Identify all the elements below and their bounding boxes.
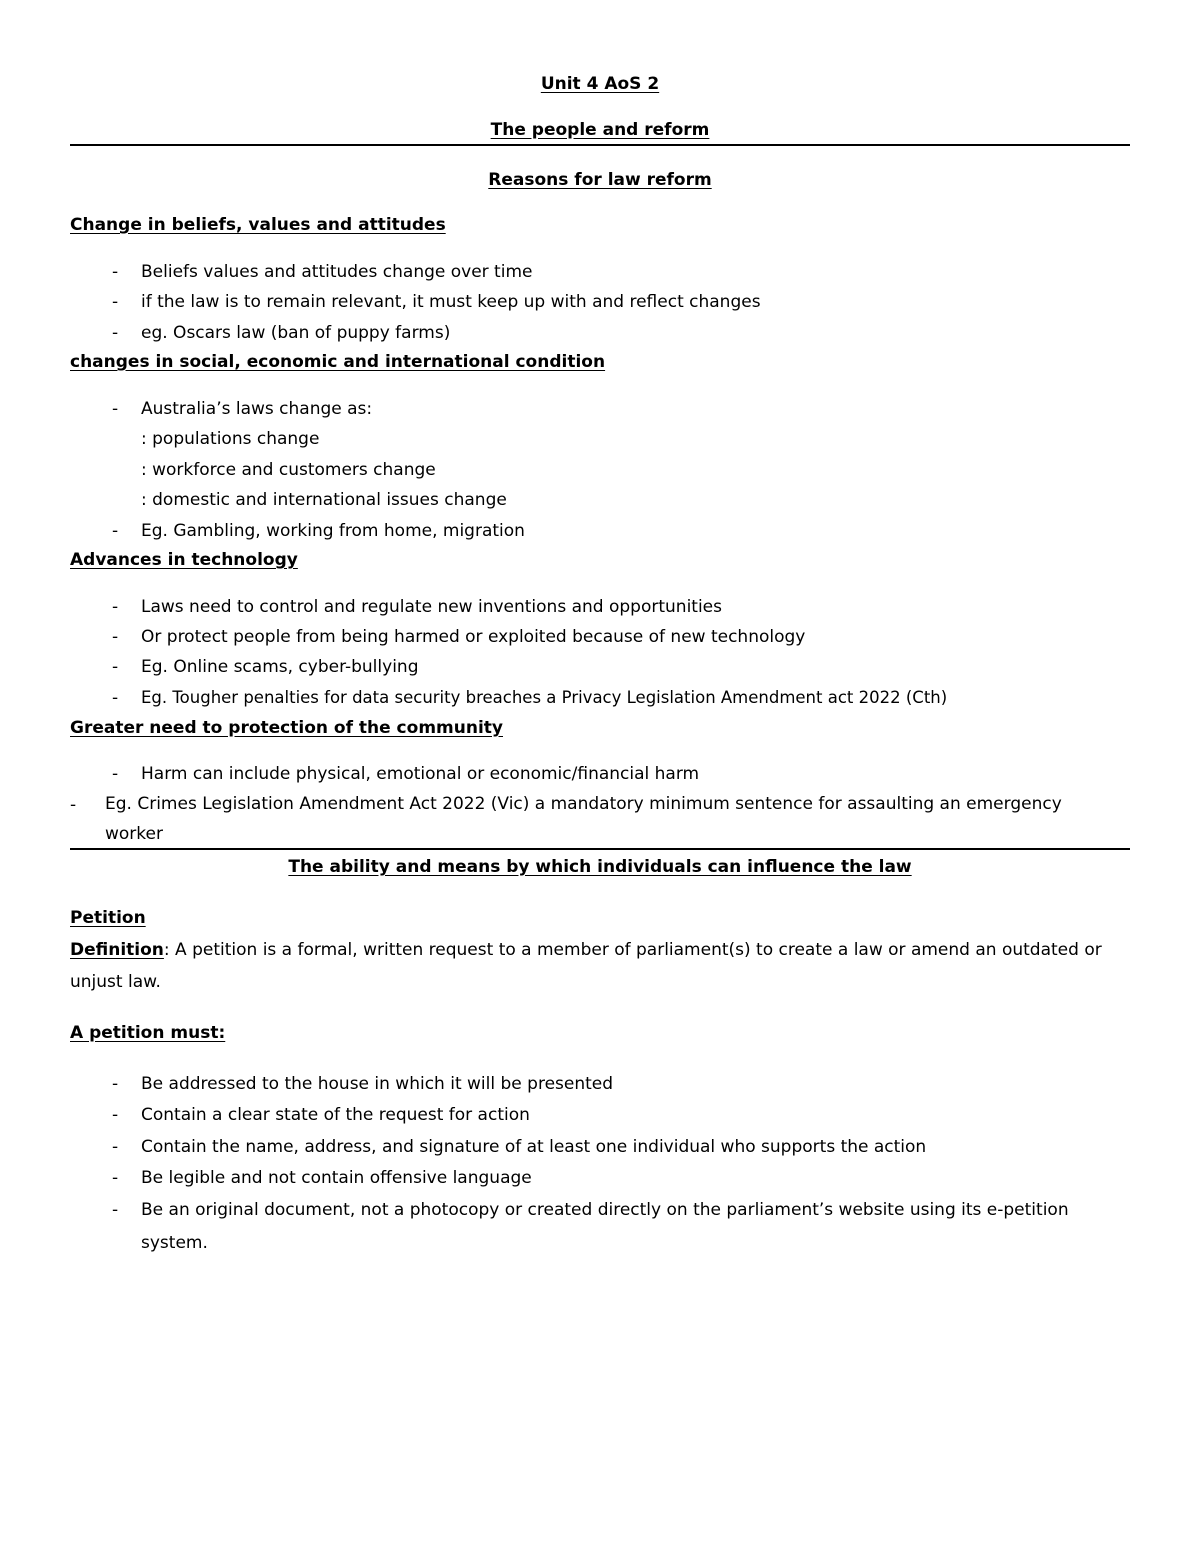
list-item-text: Be legible and not contain offensive language: [141, 1168, 532, 1188]
list-item-text: Contain the name, address, and signature of at least one individual who supports the action: [141, 1137, 927, 1157]
subheading-conditions: changes in social, economic and international condition: [70, 352, 606, 372]
list-item-text: eg. Oscars law (ban of puppy farms): [141, 323, 451, 343]
subheading-beliefs: Change in beliefs, values and attitudes: [70, 215, 446, 235]
sub-point: : populations change: [141, 429, 320, 449]
bullet-dash: -: [112, 521, 119, 541]
definition-label: Definition: [70, 940, 164, 960]
bullet-dash: -: [112, 1105, 119, 1125]
document-subtitle: The people and reform: [490, 120, 710, 140]
subheading-petition-must: A petition must:: [70, 1023, 226, 1043]
bullet-dash: -: [112, 323, 119, 343]
list-item-text: Australia’s laws change as:: [141, 399, 373, 419]
bullet-dash: -: [112, 764, 119, 784]
bullet-dash: -: [112, 657, 119, 677]
divider-middle: [70, 848, 1130, 850]
bullet-dash: -: [112, 262, 119, 282]
sub-point: : workforce and customers change: [141, 460, 436, 480]
definition-text: : A petition is a formal, written request to a member of parliament(s) to create a law or amend an outdated or unjust law.: [70, 940, 1102, 992]
bullet-dash: -: [112, 1074, 119, 1094]
bullet-dash: -: [112, 1137, 119, 1157]
list-item-text: if the law is to remain relevant, it must keep up with and reflect changes: [141, 292, 761, 312]
bullet-dash: -: [112, 399, 119, 419]
list-item-text: Eg. Tougher penalties for data security breaches a Privacy Legislation Amendment act 2022 (Cth): [141, 688, 948, 707]
subheading-protection: Greater need to protection of the community: [70, 718, 503, 738]
bullet-dash: -: [112, 597, 119, 617]
definition-paragraph: [70, 934, 1130, 998]
list-item-text: Eg. Online scams, cyber-bullying: [141, 657, 419, 677]
bullet-dash: -: [70, 795, 77, 815]
section-heading-influence: The ability and means by which individuals can influence the law: [288, 857, 912, 877]
bullet-dash: -: [112, 292, 119, 312]
bullet-dash: -: [112, 627, 119, 647]
section-heading-reasons: Reasons for law reform: [488, 170, 712, 190]
list-item-text: Laws need to control and regulate new inventions and opportunities: [141, 597, 722, 617]
list-item-text: Beliefs values and attitudes change over time: [141, 262, 533, 282]
subheading-technology: Advances in technology: [70, 550, 298, 570]
list-item-text: Or protect people from being harmed or exploited because of new technology: [141, 627, 806, 647]
list-item-text: Contain a clear state of the request for action: [141, 1105, 530, 1125]
divider-top: [70, 144, 1130, 146]
list-item-text: Eg. Crimes Legislation Amendment Act 2022 (Vic) a mandatory minimum sentence for assaulting an emergency worker: [105, 794, 1062, 844]
sub-point: : domestic and international issues change: [141, 490, 507, 510]
list-item-text: Harm can include physical, emotional or economic/financial harm: [141, 764, 700, 784]
list-item-text: Be addressed to the house in which it will be presented: [141, 1074, 614, 1094]
list-item-text: Eg. Gambling, working from home, migration: [141, 521, 525, 541]
document-title: Unit 4 AoS 2: [540, 74, 660, 94]
bullet-dash: -: [112, 688, 119, 708]
bullet-dash: -: [112, 1168, 119, 1188]
bullet-dash: -: [112, 1200, 119, 1220]
subheading-petition: Petition: [70, 908, 146, 928]
list-item-text: Be an original document, not a photocopy or created directly on the parliament’s website using its e-petition system.: [141, 1200, 1069, 1253]
